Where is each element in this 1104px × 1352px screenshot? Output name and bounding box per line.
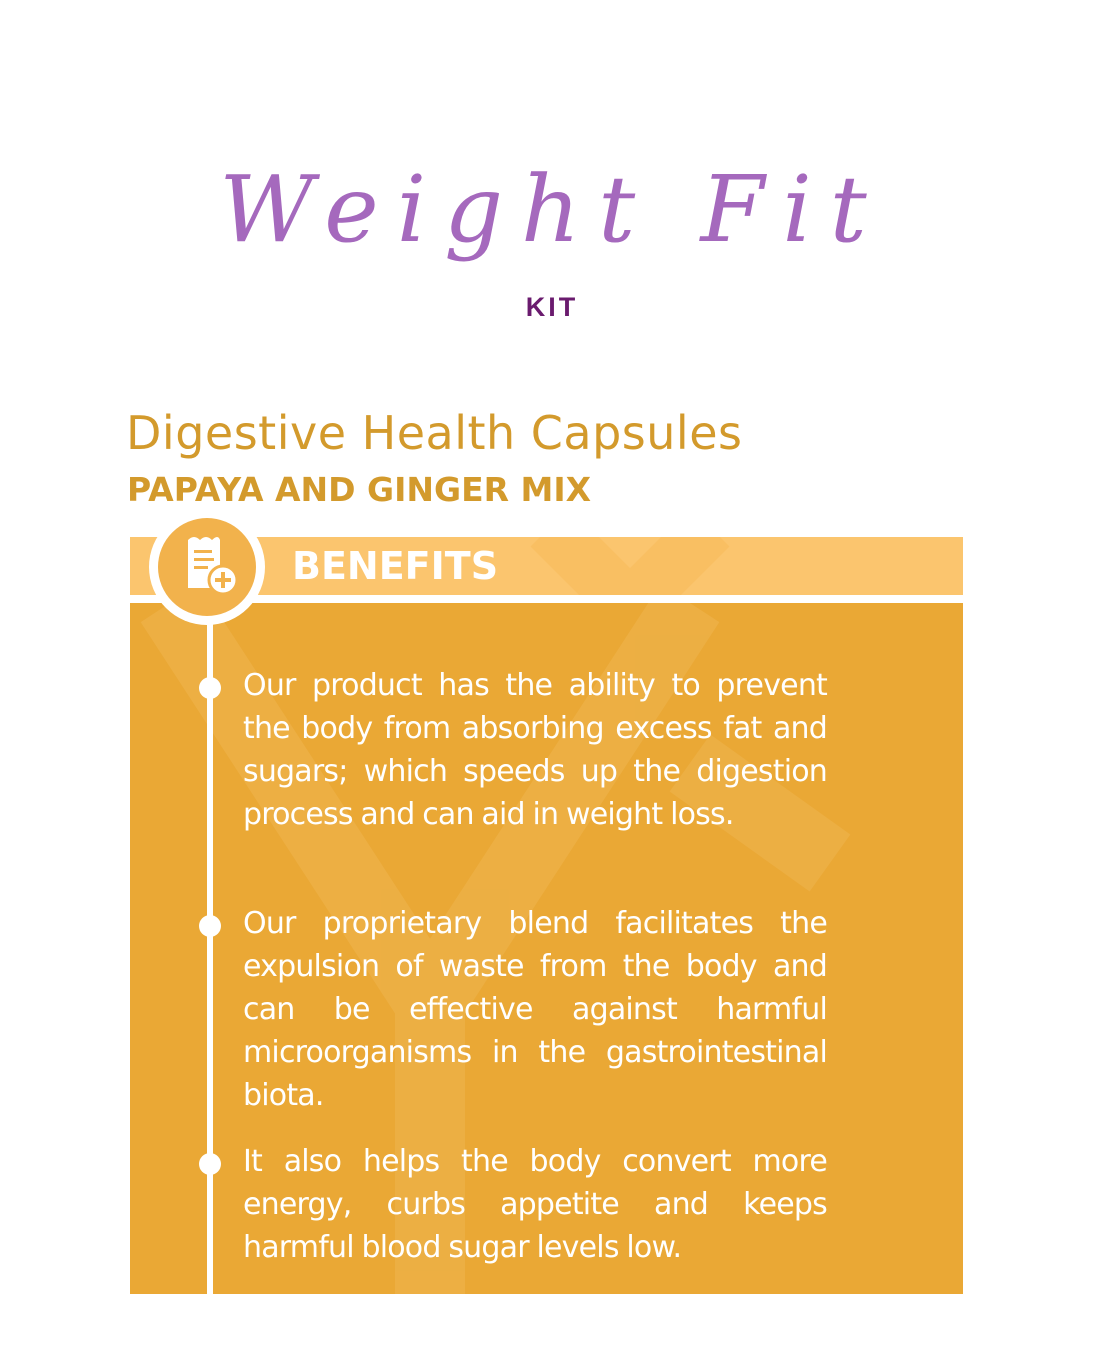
benefit-bullet <box>199 1153 221 1175</box>
benefit-item: Our product has the ability to prevent the body from absorbing excess fat and sugars; which speeds up the digestion process and can aid in weight loss. <box>243 668 827 832</box>
kit-label: KIT <box>525 292 579 322</box>
benefit-bullet <box>199 677 221 699</box>
timeline-line <box>207 620 213 1294</box>
benefit-item: Our proprietary blend facilitates the expulsion of waste from the body and can be effective against harmful microorganisms in the gastrointestinal biota. <box>243 906 827 1113</box>
benefit-item: It also helps the body convert more energy, curbs appetite and keeps harmful blood sugar levels low. <box>243 1144 827 1265</box>
benefits-heading: BENEFITS <box>292 544 499 588</box>
benefit-bullet <box>199 915 221 937</box>
brand-script-logo: Weight Fit <box>219 156 885 263</box>
product-subtitle: PAPAYA AND GINGER MIX <box>127 470 592 509</box>
prescription-document-plus-icon <box>158 518 256 616</box>
product-title: Digestive Health Capsules <box>126 406 743 460</box>
